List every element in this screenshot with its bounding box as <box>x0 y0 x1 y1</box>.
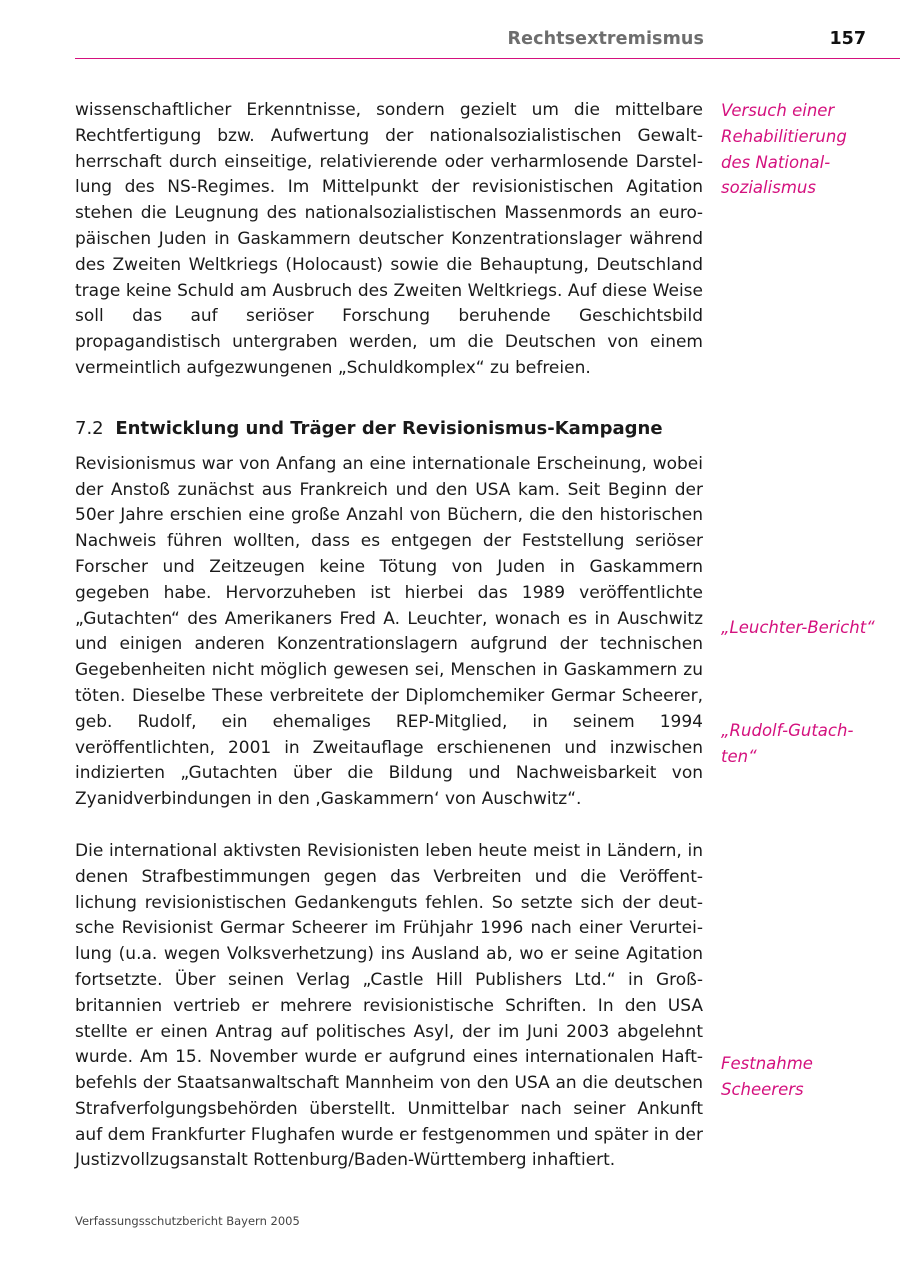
section-title: Entwicklung und Träger der Revisionismus-Kampagne <box>115 417 663 439</box>
running-header <box>75 26 900 59</box>
section-number: 7.2 <box>75 417 104 439</box>
main-text-column <box>75 98 703 1174</box>
header-section-title: Rechtsextremismus <box>507 29 704 49</box>
body-paragraph-3: Die international aktivsten Revisionisten leben heute meist in Ländern, in denen Strafbestimmungen gegen das Verbreiten und die Veröffentlichung revisionistischen Gedankenguts fehlen. So setzte sich der deutsche Revisionist Germar Scheerer im Frühjahr 1996 nach einer Verurteilung (u.a. wegen Volksverhetzung) ins Ausland ab, wo er seine Agitation fortsetzte. Über seinen Verlag „Castle Hill Publishers Ltd.“ in Großbritannien vertrieb er mehrere revisionistische Schriften. In den USA stellte er einen Antrag auf politisches Asyl, der im Juni 2003 abgelehnt wurde. Am 15. November wurde er aufgrund eines internationalen Haftbefehls der Staatsanwaltschaft Mannheim von den USA an die deutschen Strafverfolgungsbehörden überstellt. Unmittelbar nach seiner Ankunft auf dem Frankfurter Flughafen wurde er festgenommen und später in der Justizvollzugsanstalt Rottenburg/Baden-Württemberg inhaftiert. <box>75 840 703 1171</box>
body-paragraph-1: wissenschaftlicher Erkenntnisse, sondern gezielt um die mittelbare Rechtfertigung bzw. Aufwertung der nationalsozialistischen Gewaltherrschaft durch einseitige, relativierende oder verharmlosende Darstellung des NS-Regimes. Im Mittelpunkt der revisionistischen Agitation stehen die Leugnung des nationalsozialistischen Massenmords an europäischen Juden in Gaskammern deutscher Konzentrationslager während des Zweiten Weltkriegs (Holocaust) sowie die Behauptung, Deutschland trage keine Schuld am Ausbruch des Zweiten Weltkriegs. Auf diese Weise soll das auf seriöser Forschung beruhende Geschichtsbild propagandistisch untergraben werden, um die Deutschen von einem vermeintlich aufgezwungenen „Schuldkomplex“ zu befreien. <box>75 100 703 378</box>
margin-note-leuchter: „Leuchter-Bericht“ <box>721 618 875 637</box>
page-footer: Verfassungsschutzbericht Bayern 2005 <box>75 1214 300 1228</box>
margin-note-arrest: Festnahme Scheerers <box>721 1054 813 1099</box>
section-heading <box>75 416 703 442</box>
margin-note-rudolf: „Rudolf-Gutach- ten“ <box>721 721 854 766</box>
body-paragraph-2: Revisionismus war von Anfang an eine internationale Erscheinung, wobei der Anstoß zunächst aus Frankreich und den USA kam. Seit Beginn der 50er Jahre erschien eine große Anzahl von Büchern, die den historischen Nachweis führen wollten, dass es entgegen der Feststellung seriöser Forscher und Zeitzeugen keine Tötung von Juden in Gaskammern gegeben habe. Hervorzuheben ist hierbei das 1989 veröffentlichte „Gutachten“ des Amerikaners Fred A. Leuchter, wonach es in Auschwitz und einigen anderen Konzentrationslagern aufgrund der technischen Gegebenheiten nicht möglich gewesen sei, Menschen in Gaskammern zu töten. Dieselbe These verbreitete der Diplomchemiker Germar Scheerer, geb. Rudolf, ein ehemaliges REP-Mitglied, in seinem 1994 veröffentlichten, 2001 in Zweitauflage erschienenen und inzwischen indizierten „Gutachten über die Bildung und Nachweisbarkeit von Zyanidverbindungen in den ‚Gaskammern‘ von Auschwitz“. <box>75 453 703 810</box>
page-number: 157 <box>829 29 866 49</box>
margin-note-rehabilitation: Versuch einer Rehabilitierung des National- sozialismus <box>721 101 847 198</box>
